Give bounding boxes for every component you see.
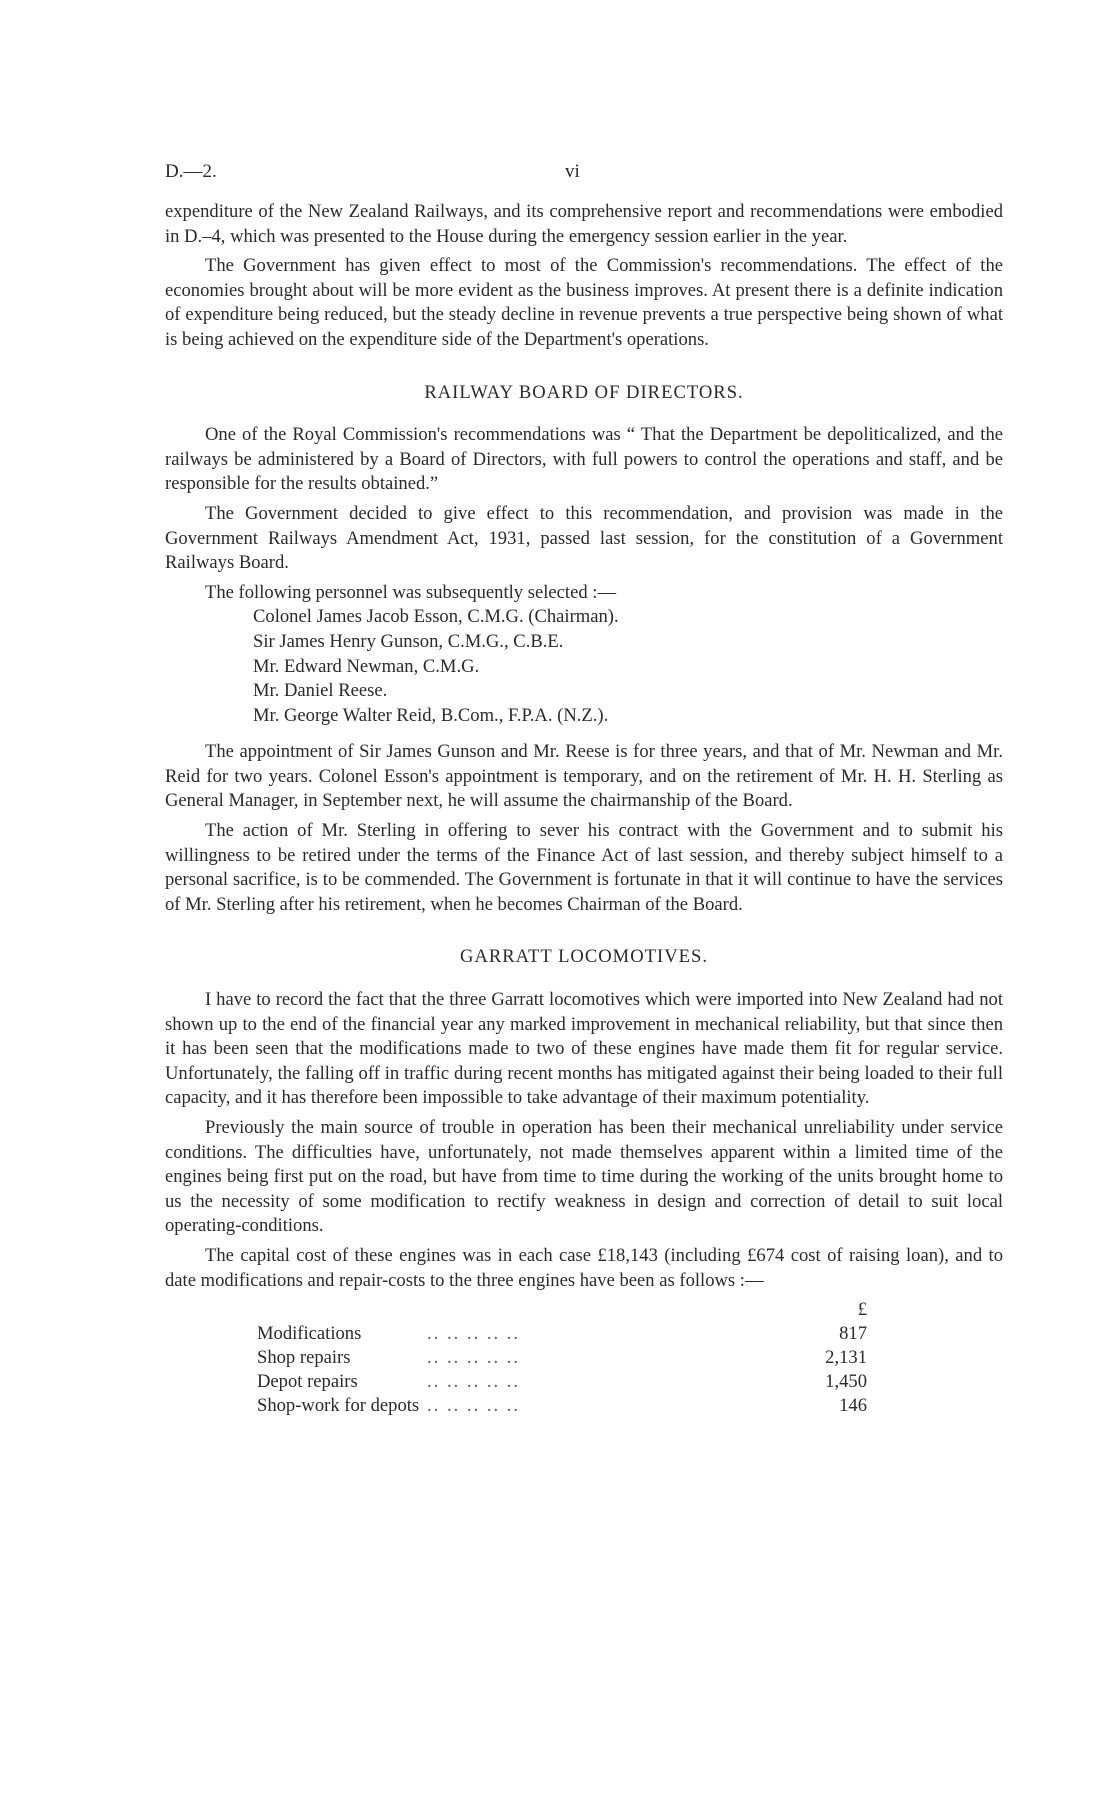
garratt-paragraph-2: Previously the main source of trouble in operation has been their mechanical unreliability under service conditions. The difficulties have, unfortunately, not made themselves apparent within a limited time of the engines being first put on the road, but have from time to time during the working of the units brought home to us the necessity of some modification to rectify weakness in design and correction of detail to suit local operating-conditions. <box>165 1117 1003 1237</box>
page-number: vi <box>565 161 580 182</box>
personnel-list <box>165 605 1003 728</box>
board-paragraph-2: The Government decided to give effect to this recommendation, and provision was made in the Government Railways Amendment Act, 1931, passed last session, for the constitution of a Government Railways Board. <box>165 502 1003 574</box>
table-row <box>257 1394 867 1418</box>
personnel-item: Sir James Henry Gunson, C.M.G., C.B.E. <box>253 630 564 652</box>
table-row <box>257 1322 867 1346</box>
document-reference: D.—2. <box>165 161 217 182</box>
cost-amount: 146 <box>839 1395 867 1417</box>
section-heading-board: RAILWAY BOARD OF DIRECTORS. <box>424 381 744 403</box>
intro-paragraph-1: expenditure of the New Zealand Railways, and its comprehensive report and recommendations were embodied in D.–4, which was presented to the House during the emergency session earlier in the year. <box>165 201 1003 247</box>
leader-dots: .. .. .. .. .. <box>427 1323 521 1345</box>
cost-label: Depot repairs <box>257 1371 358 1393</box>
section-heading-garratt: GARRATT LOCOMOTIVES. <box>460 946 708 968</box>
cost-amount: 2,131 <box>825 1347 867 1369</box>
cost-label: Modifications <box>257 1323 362 1345</box>
garratt-paragraph-1: I have to record the fact that the three Garratt locomotives which were imported into New Zealand had not shown up to the end of the financial year any marked improvement in mechanical reliability, but that since then it has been seen that the modifications made to two of these engines have made them fit for regular service. Unfortunately, the falling off in traffic during recent months has mitigated against their being loaded to their full capacity, and it has therefore been impossible to take advantage of their maximum potentiality. <box>165 989 1003 1109</box>
document-page <box>165 160 1003 1418</box>
board-paragraph-1: One of the Royal Commission's recommendations was “ That the Department be depoliticalized, and the railways be administered by a Board of Directors, with full powers to control the operations and staff, and be responsible for the results obtained.” <box>165 424 1003 495</box>
board-paragraph-4: The appointment of Sir James Gunson and Mr. Reese is for three years, and that of Mr. Newman and Mr. Reid for two years. Colonel Esson's appointment is temporary, and on the retirement of Mr. H. H. Sterling as General Manager, in September next, he will assume the chairmanship of the Board. <box>165 741 1003 812</box>
leader-dots: .. .. .. .. .. <box>427 1347 521 1369</box>
board-paragraph-5: The action of Mr. Sterling in offering to sever his contract with the Government and to submit his willingness to be retired under the terms of the Finance Act of last session, and thereby subject himself to a personal sacrifice, is to be commended. The Government is fortunate in that it will continue to have the services of Mr. Sterling after his retirement, when he becomes Chairman of the Board. <box>165 820 1003 915</box>
personnel-item: Colonel James Jacob Esson, C.M.G. (Chairman). <box>253 606 619 628</box>
garratt-paragraph-3: The capital cost of these engines was in each case £18,143 (including £674 cost of raising loan), and to date modifications and repair-costs to the three engines have been as follows :— <box>165 1244 1003 1291</box>
cost-table-header-row <box>257 1298 867 1322</box>
cost-amount: 1,450 <box>825 1371 867 1393</box>
intro-paragraph-2: The Government has given effect to most of the Commission's recommendations. The effect of the economies brought about will be more evident as the business improves. At present there is a definite indication of expenditure being reduced, but the steady decline in revenue prevents a true perspective being shown of what is being achieved on the expenditure side of the Department's operations. <box>165 255 1003 350</box>
table-row <box>257 1346 867 1370</box>
cost-label: Shop repairs <box>257 1347 351 1369</box>
personnel-item: Mr. Daniel Reese. <box>253 680 388 702</box>
cost-table <box>257 1298 867 1418</box>
cost-label: Shop-work for depots <box>257 1395 420 1417</box>
personnel-item: Mr. Edward Newman, C.M.G. <box>253 655 480 677</box>
board-paragraph-3: The following personnel was subsequently selected :— <box>205 581 617 603</box>
currency-symbol: £ <box>857 1299 867 1321</box>
leader-dots: .. .. .. .. .. <box>427 1371 521 1393</box>
personnel-item: Mr. George Walter Reid, B.Com., F.P.A. (N.Z.). <box>253 704 609 726</box>
table-row <box>257 1370 867 1394</box>
cost-amount: 817 <box>839 1323 867 1345</box>
leader-dots: .. .. .. .. .. <box>427 1395 521 1417</box>
page-header <box>165 160 1003 190</box>
